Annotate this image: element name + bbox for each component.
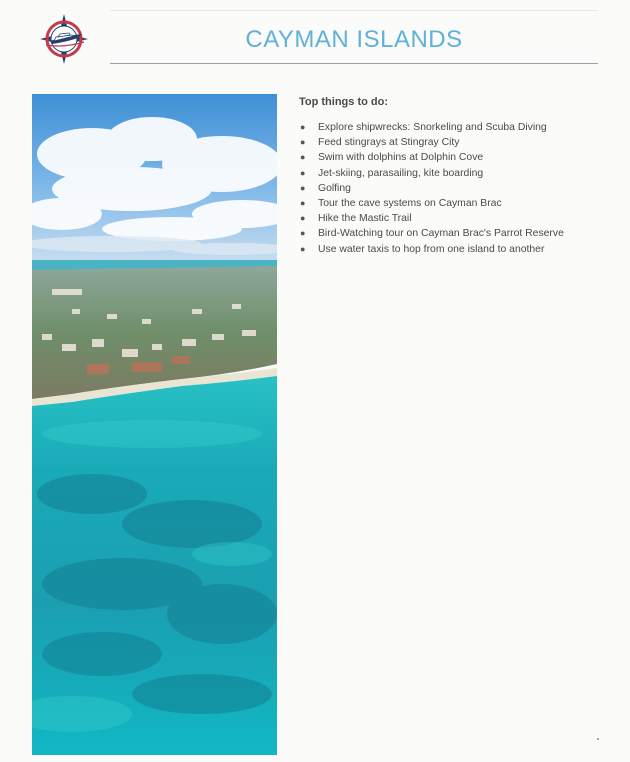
page-title: CAYMAN ISLANDS bbox=[245, 26, 463, 53]
list-item bbox=[300, 196, 610, 211]
list-item bbox=[300, 166, 610, 181]
aerial-coastline-photo bbox=[32, 94, 277, 755]
activities-list bbox=[300, 120, 610, 257]
bullet-icon: ● bbox=[300, 228, 306, 239]
list-item-label: Jet-skiing, parasailing, kite boarding bbox=[318, 167, 484, 179]
list-item-label: Tour the cave systems on Cayman Brac bbox=[318, 198, 502, 210]
bullet-icon: ● bbox=[300, 122, 306, 132]
scan-speck bbox=[597, 738, 599, 740]
list-item bbox=[300, 181, 610, 196]
list-item-label: Golfing bbox=[318, 182, 351, 194]
bullet-icon: ● bbox=[300, 137, 306, 148]
bullet-icon: ● bbox=[300, 213, 306, 224]
bullet-icon: ● bbox=[300, 243, 306, 254]
bullet-icon: ● bbox=[300, 167, 306, 178]
list-item-label: Use water taxis to hop from one island to another bbox=[318, 243, 545, 255]
list-item-label: Hike the Mastic Trail bbox=[318, 213, 412, 225]
list-item bbox=[300, 150, 610, 165]
compass-ship-logo-icon bbox=[36, 14, 92, 64]
list-item bbox=[300, 211, 610, 226]
list-item bbox=[300, 226, 610, 241]
bullet-icon: ● bbox=[300, 152, 306, 163]
list-item-label: Swim with dolphins at Dolphin Cove bbox=[318, 152, 484, 164]
list-item bbox=[300, 242, 610, 257]
activities-heading: Top things to do: bbox=[299, 96, 388, 108]
list-item-label: Explore shipwrecks: Snorkeling and Scuba Diving bbox=[318, 122, 547, 133]
top-divider bbox=[110, 10, 598, 11]
bullet-icon: ● bbox=[300, 198, 306, 209]
list-item bbox=[300, 135, 610, 150]
list-item bbox=[300, 120, 610, 135]
list-item-label: Feed stingrays at Stingray City bbox=[318, 137, 460, 149]
list-item-label: Bird-Watching tour on Cayman Brac's Parrot Reserve bbox=[318, 228, 564, 240]
bullet-icon: ● bbox=[300, 182, 306, 193]
header-divider bbox=[110, 63, 598, 64]
